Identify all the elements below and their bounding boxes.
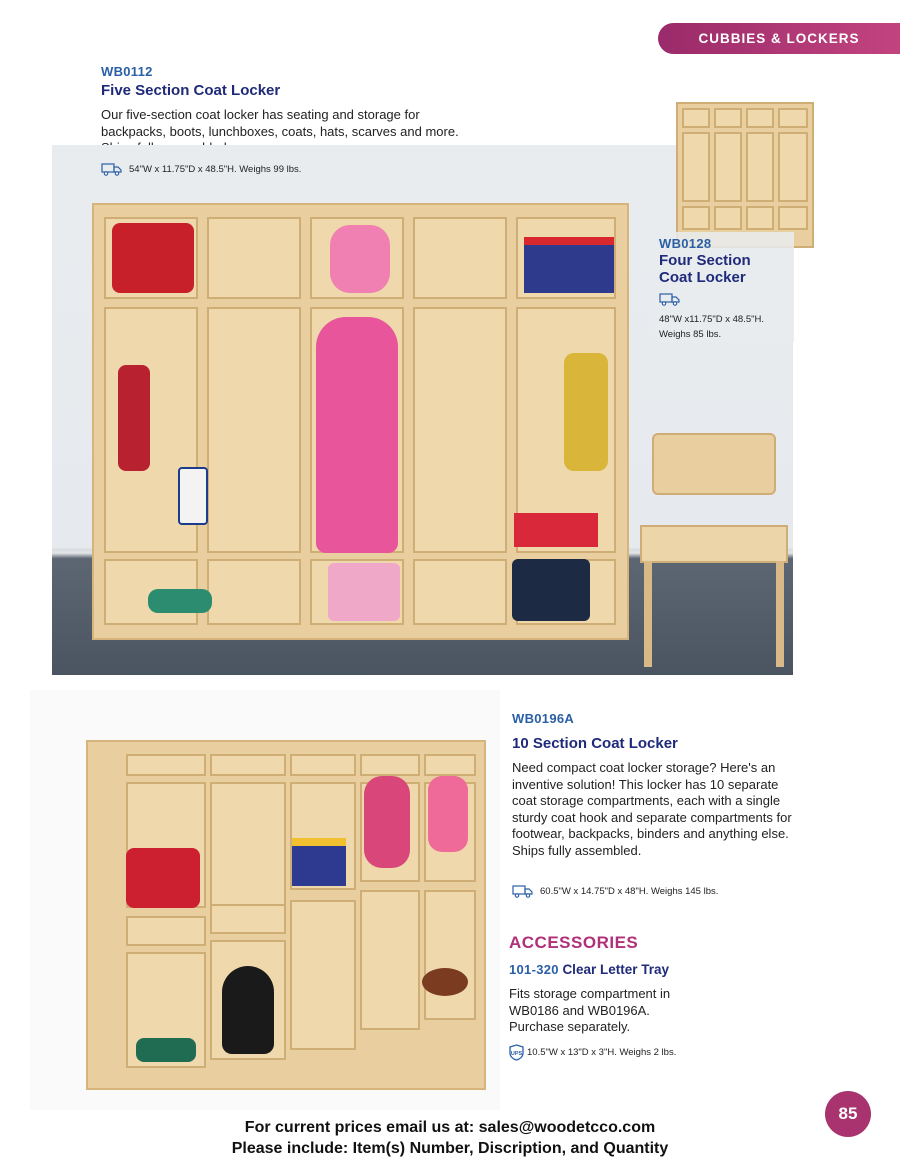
product2-title-line1: Four Section — [659, 252, 751, 269]
toy-firetruck — [112, 223, 194, 293]
pink-backpack — [428, 776, 468, 852]
accessory-description: Fits storage compartment in WB0186 and WB0196A. Purchase separately. — [509, 986, 671, 1034]
etch-a-sketch — [514, 513, 598, 547]
pink-boots — [328, 563, 400, 621]
truck-icon — [659, 292, 681, 306]
accessory-sku: 101-320 — [509, 962, 559, 977]
pink-jacket — [364, 776, 410, 868]
product2-spec-line2: Weighs 85 lbs. — [659, 329, 722, 340]
lunchbox — [524, 237, 614, 293]
accessories-heading: ACCESSORIES — [509, 933, 639, 952]
ten-section-locker-photo — [30, 690, 500, 1110]
truck-icon — [512, 884, 534, 898]
footer-line2: Please include: Item(s) Number, Discription, and Quantity — [231, 1140, 669, 1157]
product2-sku: WB0128 — [659, 236, 712, 251]
product1-spec — [101, 162, 301, 176]
product1-spec-text: 54"W x 11.75"D x 48.5"H. Weighs 99 lbs. — [129, 163, 302, 175]
sneakers — [136, 1038, 196, 1062]
sneakers — [148, 589, 212, 613]
page-number: 85 — [825, 1091, 871, 1137]
product1-sku: WB0112 — [101, 64, 153, 79]
yellow-backpack — [564, 353, 608, 471]
accessory-title: Clear Letter Tray — [562, 962, 669, 977]
svg-text:UPS: UPS — [510, 1051, 523, 1057]
chair-back — [652, 433, 776, 495]
ups-shield-icon — [509, 1044, 524, 1061]
category-tab: CUBBIES & LOCKERS — [658, 23, 900, 54]
truck-icon — [101, 162, 123, 176]
backpack — [118, 365, 150, 471]
footer-line1: For current prices email us at: sales@woodetcco.com — [244, 1119, 656, 1136]
product2-spec — [659, 312, 764, 342]
lunchbox — [292, 838, 346, 886]
accessory-title-row — [509, 962, 669, 977]
product3-description: Need compact coat locker storage? Here's an inventive solution! This locker has 10 separate coat storage compartments, each with a single sturdy coat hook and separate compartments for footwear, backpacks, binders and anything else. Ships fully assembled. — [512, 760, 792, 858]
product3-spec-text: 60.5"W x 14.75"D x 48"H. Weighs 145 lbs. — [540, 885, 719, 897]
product2-title-line2: Coat Locker — [659, 269, 746, 286]
product3-spec — [512, 884, 718, 898]
accessory-spec-text: 10.5"W x 13"D x 3"H. Weighs 2 lbs. — [527, 1047, 677, 1058]
navy-boots — [512, 559, 590, 621]
pink-purse — [330, 225, 390, 293]
product2-spec-line1: 48"W x11.75"D x 48.5"H. — [659, 314, 764, 325]
chair-seat — [640, 525, 788, 563]
football — [422, 968, 468, 996]
product1-description: Our five-section coat locker has seating and storage for backpacks, boots, lunchboxes, coats, hats, scarves and more. — [101, 107, 459, 139]
product1-title: Five Section Coat Locker — [101, 82, 281, 99]
mickey-plush — [222, 966, 274, 1054]
four-section-locker-photo — [676, 102, 814, 248]
product3-title: 10 Section Coat Locker — [512, 735, 678, 752]
toy-firetruck — [126, 848, 200, 908]
product3-sku: WB0196A — [512, 711, 575, 726]
pink-jacket — [316, 317, 398, 553]
accessory-spec — [509, 1044, 676, 1061]
water-bottle — [178, 467, 208, 525]
